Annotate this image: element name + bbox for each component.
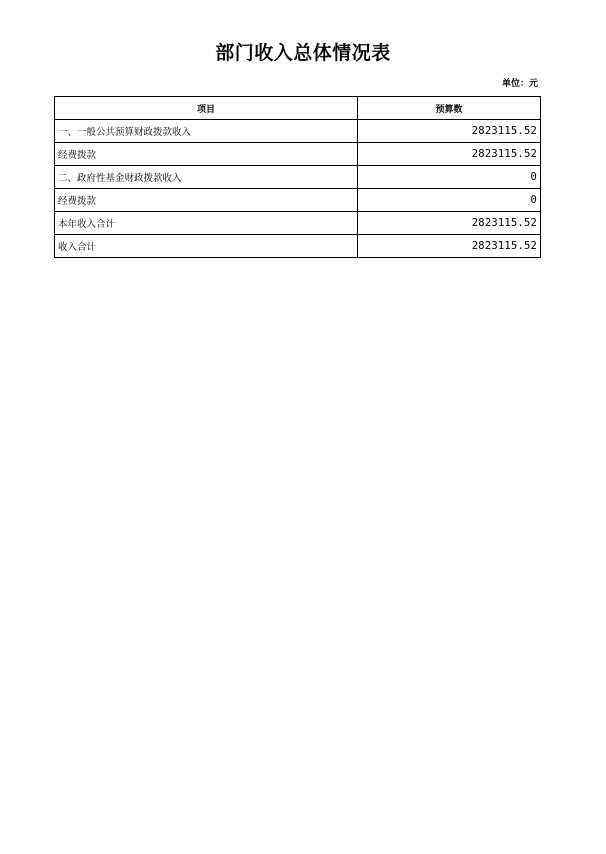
unit-label: 单位：元 — [501, 79, 538, 89]
row-label: 经费拨款 — [55, 189, 358, 212]
table-header-row — [55, 97, 541, 120]
row-amount: 2823115.52 — [358, 212, 541, 235]
row-label: 本年收入合计 — [55, 212, 358, 235]
row-amount: 2823115.52 — [358, 120, 541, 143]
table-row — [55, 189, 541, 212]
row-amount: 2823115.52 — [358, 143, 541, 166]
row-label: 收入合计 — [55, 235, 358, 258]
table-row — [55, 166, 541, 189]
page-title: 部门收入总体情况表 — [215, 42, 391, 64]
row-label: 二、政府性基金财政拨款收入 — [55, 166, 358, 189]
row-amount: 0 — [358, 189, 541, 212]
row-amount: 2823115.52 — [358, 235, 541, 258]
revenue-table — [54, 96, 541, 258]
table-row — [55, 212, 541, 235]
column-header-amount: 预算数 — [358, 97, 541, 120]
row-label: 一、一般公共预算财政拨款收入 — [55, 120, 358, 143]
column-header-item: 项目 — [55, 97, 358, 120]
table-row — [55, 120, 541, 143]
row-amount: 0 — [358, 166, 541, 189]
table-row — [55, 143, 541, 166]
table-row — [55, 235, 541, 258]
row-label: 经费拨款 — [55, 143, 358, 166]
